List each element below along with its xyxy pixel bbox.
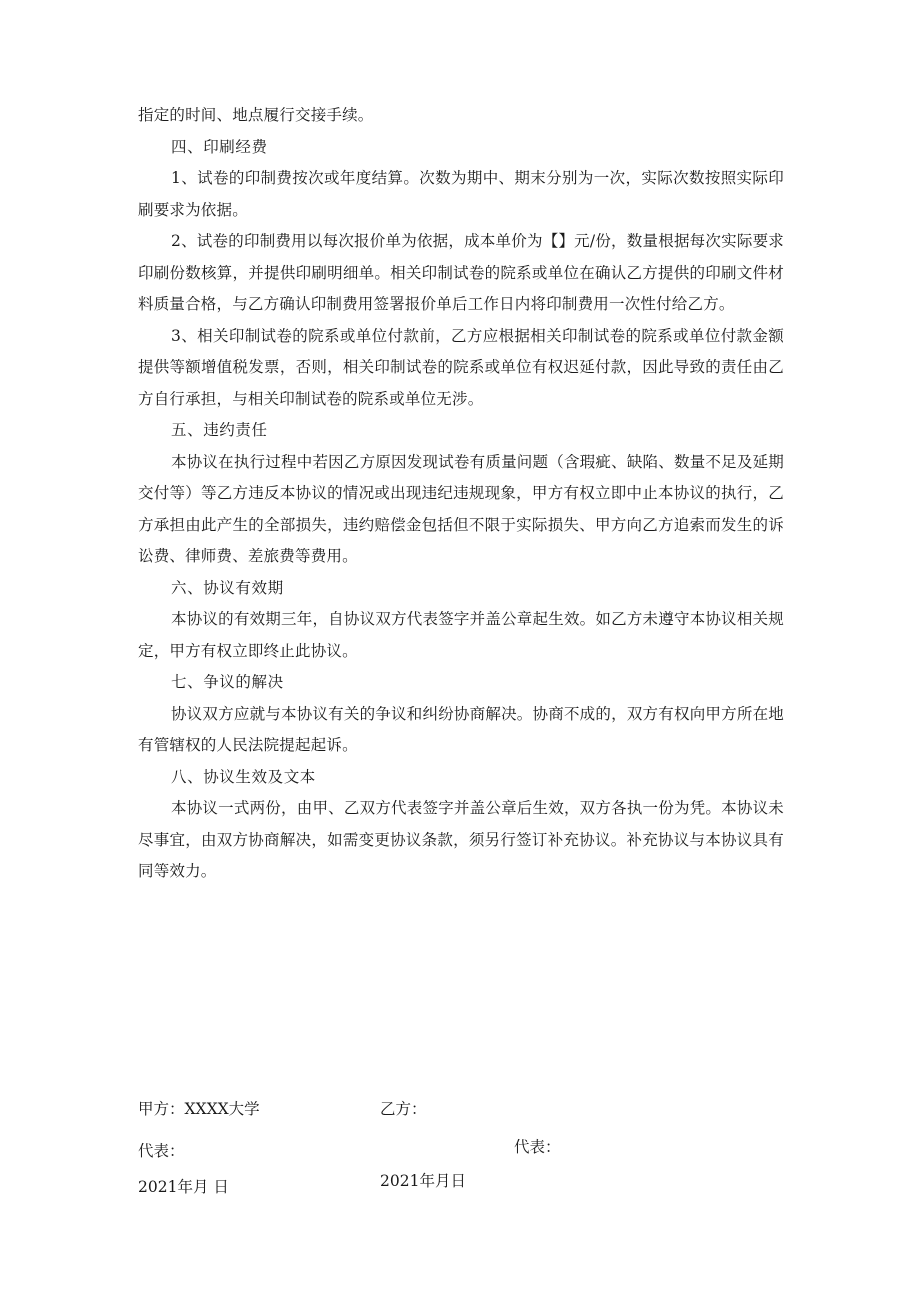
- effectiveness-text-paragraph: 本协议一式两份，由甲、乙双方代表签字并盖公章后生效，双方各执一份为凭。本协议未尽事宜，由双方协商解决，如需变更协议条款，须另行签订补充协议。补充协议与本协议具有同等效力。: [138, 799, 784, 880]
- party-b-representative-label: 代表：: [514, 1138, 561, 1156]
- party-a-date: 2021年月 日: [138, 1178, 229, 1196]
- printing-fees-paragraph-3: 3、相关印制试卷的院系或单位付款前，乙方应根据相关印制试卷的院系或单位付款金额提供等额增值税发票，否则，相关印制试卷的院系或单位有权迟延付款，因此导致的责任由乙方自行承担，与相关印制试卷的院系或单位无涉。: [138, 326, 784, 408]
- party-a-representative-label: 代表：: [138, 1142, 185, 1160]
- party-b-date: 2021年月日: [380, 1172, 466, 1190]
- dispute-resolution-paragraph: 协议双方应就与本协议有关的争议和纠纷协商解决。协商不成的，双方有权向甲方所在地有管辖权的人民法院提起起诉。: [138, 704, 784, 754]
- section-heading-validity-period: 六、协议有效期: [171, 578, 284, 597]
- party-a-label: 甲方：XXXX大学: [138, 1100, 260, 1118]
- section-heading-printing-fees: 四、印刷经费: [171, 137, 268, 156]
- intro-fragment: 指定的时间、地点履行交接手续。: [138, 106, 374, 124]
- validity-period-paragraph: 本协议的有效期三年，自协议双方代表签字并盖公章起生效。如乙方未遵守本协议相关规定，甲方有权立即终止此协议。: [138, 610, 784, 660]
- breach-liability-paragraph: 本协议在执行过程中若因乙方原因发现试卷有质量问题（含瑕疵、缺陷、数量不足及延期交付等）等乙方违反本协议的情况或出现违纪违规现象，甲方有权立即中止本协议的执行，乙方承担由此产生的全部损失，违约赔偿金包括但不限于实际损失、甲方向乙方追索而发生的诉讼费、律师费、差旅费等费用。: [138, 452, 784, 565]
- party-b-label: 乙方：: [380, 1100, 427, 1118]
- section-heading-dispute-resolution: 七、争议的解决: [171, 673, 284, 691]
- document-body: [138, 100, 784, 888]
- section-heading-effectiveness-text: 八、协议生效及文本: [171, 767, 316, 786]
- section-heading-breach-liability: 五、违约责任: [171, 421, 268, 439]
- printing-fees-paragraph-1: 1、试卷的印制费按次或年度结算。次数为期中、期末分别为一次，实际次数按照实际印刷要求为依据。: [138, 169, 784, 219]
- printing-fees-paragraph-2: 2、试卷的印制费用以每次报价单为依据，成本单价为【】元/份，数量根据每次实际要求印刷份数核算，并提供印刷明细单。相关印制试卷的院系或单位在确认乙方提供的印刷文件材料质量合格，与乙方确认印制费用签署报价单后工作日内将印制费用一次性付给乙方。: [138, 232, 784, 313]
